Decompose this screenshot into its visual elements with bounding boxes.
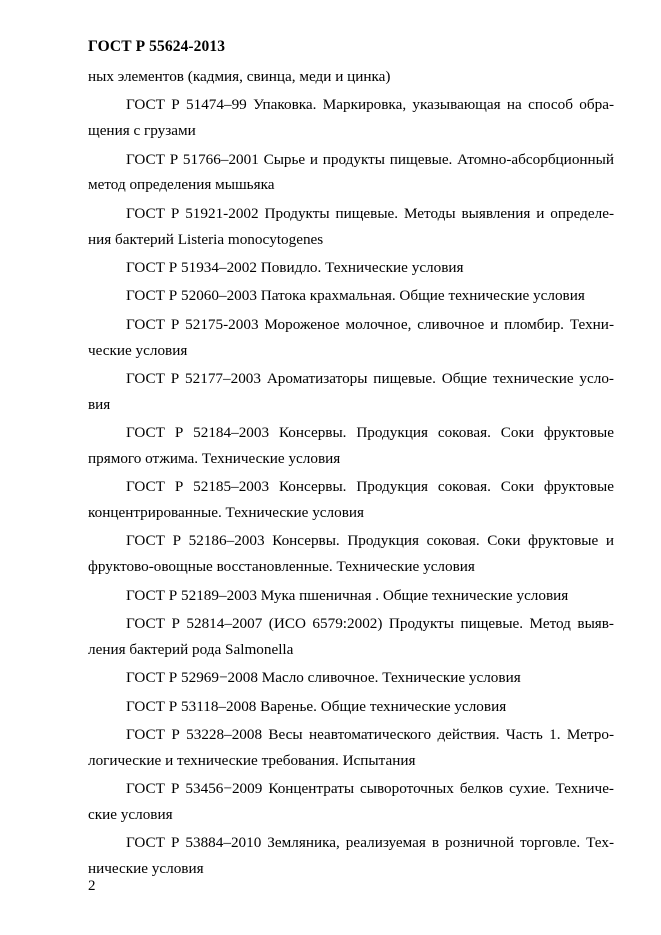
document-header: ГОСТ Р 55624-2013: [88, 38, 226, 55]
paragraph: ГОСТ Р 53884–2010 Земляника, реализуемая в розничной торговле. Тех-нические условия: [88, 834, 614, 878]
paragraph: ГОСТ Р 51921-2002 Продукты пищевые. Методы выявления и определе-ния бактерий Listeria monocytogenes: [88, 204, 614, 248]
paragraph: ГОСТ Р 52184–2003 Консервы. Продукция соковая. Соки фруктовые прямого отжима. Технические условия: [88, 424, 614, 467]
paragraph: ГОСТ Р 52186–2003 Консервы. Продукция соковая. Соки фруктовые и фруктово-овощные восстановленные. Технические условия: [88, 532, 614, 576]
paragraph: ГОСТ Р 52175-2003 Мороженое молочное, сливочное и пломбир. Техни-ческие условия: [88, 315, 614, 359]
paragraph: ГОСТ Р 52189–2003 Мука пшеничная . Общие технические условия: [126, 586, 569, 604]
paragraph: ГОСТ Р 52814–2007 (ИСО 6579:2002) Продукты пищевые. Метод выяв-ления бактерий рода Salmonella: [88, 615, 614, 658]
paragraph: ГОСТ Р 52969−2008 Масло сливочное. Технические условия: [126, 669, 521, 687]
paragraph: ГОСТ Р 53228–2008 Весы неавтоматического действия. Часть 1. Метро-логические и технические требования. Испытания: [88, 726, 614, 769]
paragraph: ГОСТ Р 53118–2008 Варенье. Общие технические условия: [126, 697, 507, 715]
paragraph: ГОСТ Р 52060–2003 Патока крахмальная. Общие технические условия: [126, 287, 585, 305]
paragraph: ных элементов (кадмия, свинца, меди и цинка): [88, 68, 391, 85]
paragraph: ГОСТ Р 51474–99 Упаковка. Маркировка, указывающая на способ обра-щения с грузами: [88, 96, 614, 140]
paragraph: ГОСТ Р 52177–2003 Ароматизаторы пищевые. Общие технические усло-вия: [88, 369, 614, 413]
paragraph: ГОСТ Р 52185–2003 Консервы. Продукция соковая. Соки фруктовые концентрированные. Технические условия: [88, 478, 614, 522]
paragraph: ГОСТ Р 53456−2009 Концентраты сывороточных белков сухие. Техниче-ские условия: [88, 780, 614, 824]
paragraph: ГОСТ Р 51766–2001 Сырье и продукты пищевые. Атомно-абсорбционный метод определения мышьяка: [88, 150, 614, 194]
paragraph: ГОСТ Р 51934–2002 Повидло. Технические условия: [126, 258, 464, 276]
document-body: [88, 64, 614, 885]
page-number: 2: [88, 878, 96, 894]
